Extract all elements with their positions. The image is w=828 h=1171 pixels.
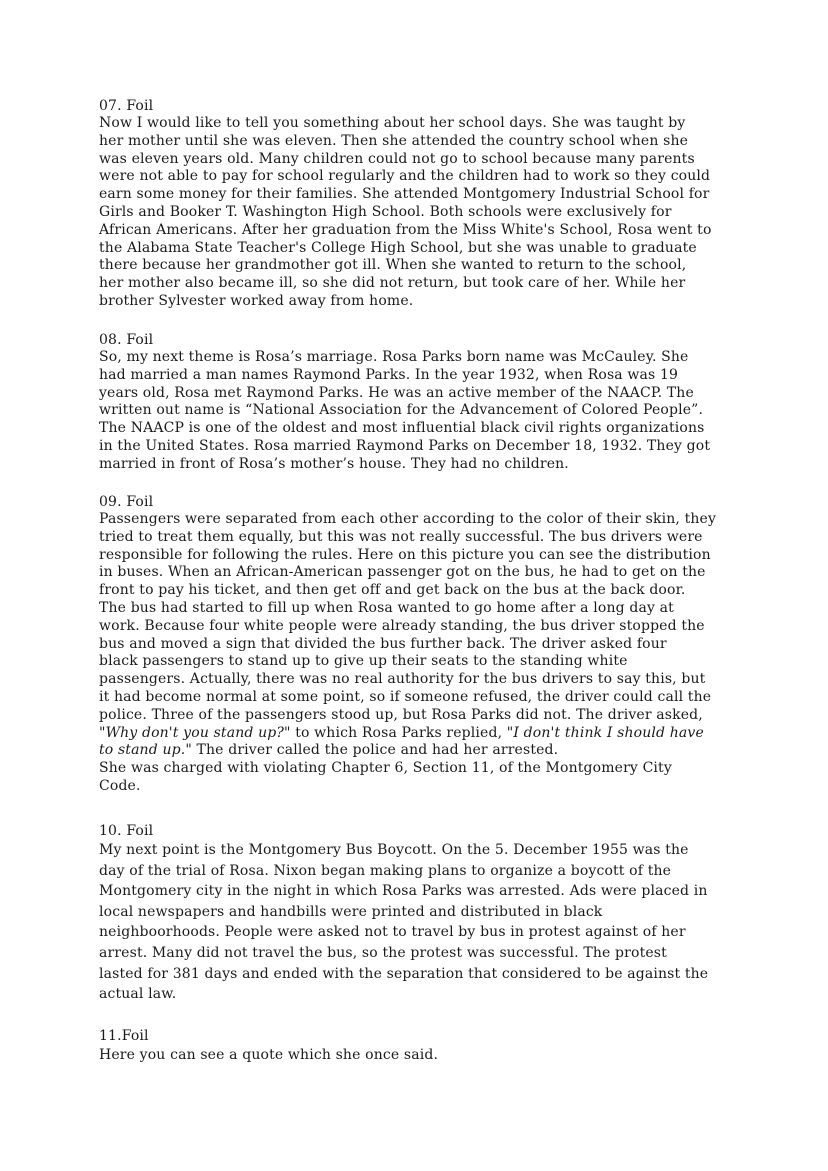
quote-connector: to which Rosa Parks replied, — [290, 724, 507, 741]
text-line: in the United States. Rosa married Raymond Parks on December 18, 1932. They got — [99, 437, 711, 454]
text-line: earn some money for their families. She attended Montgomery Industrial School for — [99, 186, 710, 203]
text-line: her mother until she was eleven. Then she attended the country school when she — [99, 132, 689, 149]
text-line: in buses. When an African-American passenger got on the bus, he had to get on the — [99, 564, 706, 581]
text-line: married in front of Rosa’s mother’s house. They had no children. — [99, 455, 569, 472]
section-08 — [99, 331, 710, 474]
text-line: had married a man names Raymond Parks. In the year 1932, when Rosa was 19 — [99, 366, 679, 383]
text-line: her mother also became ill, so she did not return, but took care of her. While her — [99, 275, 686, 292]
text-line: She was charged with violating Chapter 6, Section 11, of the Montgomery City — [99, 760, 672, 777]
text-line: passengers. Actually, there was no real authority for the bus drivers to say this, but — [99, 671, 706, 688]
text-line: Girls and Booker T. Washington High School. Both schools were exclusively for — [99, 203, 672, 220]
section-paragraph — [99, 349, 710, 474]
quote-line — [99, 725, 716, 743]
text-line: Passengers were separated from each other according to the color of their skin, they — [99, 511, 717, 527]
section-heading: 09. Foil — [99, 494, 154, 510]
section-paragraph — [99, 511, 716, 796]
text-line: My next point is the Montgomery Bus Boycott. On the 5. December 1955 was the — [99, 842, 689, 858]
text-line: Here you can see a quote which she once said. — [99, 1047, 439, 1063]
text-line: tried to treat them equally, but this was not really successful. The bus drivers were — [99, 528, 703, 545]
text-line: neighboorhoods. People were asked not to travel by bus in protest against of her — [99, 924, 686, 941]
text-line: was eleven years old. Many children could not go to school because many parents — [99, 150, 695, 167]
section-heading: 08. Foil — [99, 332, 154, 348]
section-07 — [99, 97, 712, 311]
text-line: it had become normal at some point, so if someone refused, the driver could call the — [99, 688, 712, 705]
section-paragraph — [99, 840, 708, 1005]
text-line: written out name is “National Association for the Advancement of Colored People”. — [99, 402, 704, 419]
text-line: were not able to pay for school regularly and the children had to work so they could — [99, 168, 711, 185]
text-line: black passengers to stand up to give up their seats to the standing white — [99, 653, 628, 670]
text-line: So, my next theme is Rosa’s marriage. Rosa Parks born name was McCauley. She — [99, 349, 689, 365]
text-line: Now I would like to tell you something about her school days. She was taught by — [99, 115, 686, 131]
section-11 — [99, 1027, 438, 1065]
text-line: arrest. Many did not travel the bus, so the protest was successful. The protest — [99, 944, 667, 961]
text-line: actual law. — [99, 986, 177, 1003]
text-line: years old, Rosa met Raymond Parks. He was an active member of the NAACP. The — [99, 384, 694, 401]
text-line: there because her grandmother got ill. When she wanted to return to the school, — [99, 257, 687, 274]
section-09 — [99, 493, 716, 796]
text-line: local newspapers and handbills were printed and distributed in black — [99, 903, 603, 920]
text-line: Montgomery city in the night in which Rosa Parks was arrested. Ads were placed in — [99, 883, 708, 900]
section-heading: 11.Foil — [99, 1028, 149, 1044]
section-paragraph — [99, 115, 712, 311]
quote-continuation: The driver called the police and had her arrested. — [191, 742, 559, 759]
text-line: African Americans. After her graduation from the Miss White's School, Rosa went to — [99, 221, 712, 238]
text-line: bus and moved a sign that divided the bus further back. The driver asked four — [99, 635, 667, 652]
section-10 — [99, 822, 708, 1005]
text-line: The bus had started to fill up when Rosa wanted to go home after a long day at — [99, 599, 674, 616]
text-line: Code. — [99, 777, 141, 794]
text-line: work. Because four white people were already standing, the bus driver stopped the — [99, 617, 705, 634]
text-line: day of the trial of Rosa. Nixon began making plans to organize a boycott of the — [99, 862, 672, 879]
text-line: responsible for following the rules. Here on this picture you can see the distribution — [99, 546, 711, 563]
rosa-quote-part-2: to stand up." — [99, 742, 192, 759]
text-line: The NAACP is one of the oldest and most influential black civil rights organizations — [99, 420, 705, 437]
section-paragraph — [99, 1045, 438, 1065]
text-line: front to pay his ticket, and then get off and get back on the bus at the back door. — [99, 582, 686, 599]
quote-line — [99, 742, 716, 760]
text-line: the Alabama State Teacher's College High School, but she was unable to graduate — [99, 239, 697, 256]
section-heading: 07. Foil — [99, 98, 154, 114]
text-line: police. Three of the passengers stood up, but Rosa Parks did not. The driver asked, — [99, 706, 703, 723]
section-heading: 10. Foil — [99, 823, 154, 839]
rosa-quote-part-1: "I don't think I should have — [506, 724, 704, 741]
text-line: lasted for 381 days and ended with the separation that considered to be against the — [99, 965, 709, 982]
text-line: brother Sylvester worked away from home. — [99, 292, 414, 309]
driver-quote: "Why don't you stand up?" — [99, 724, 291, 741]
